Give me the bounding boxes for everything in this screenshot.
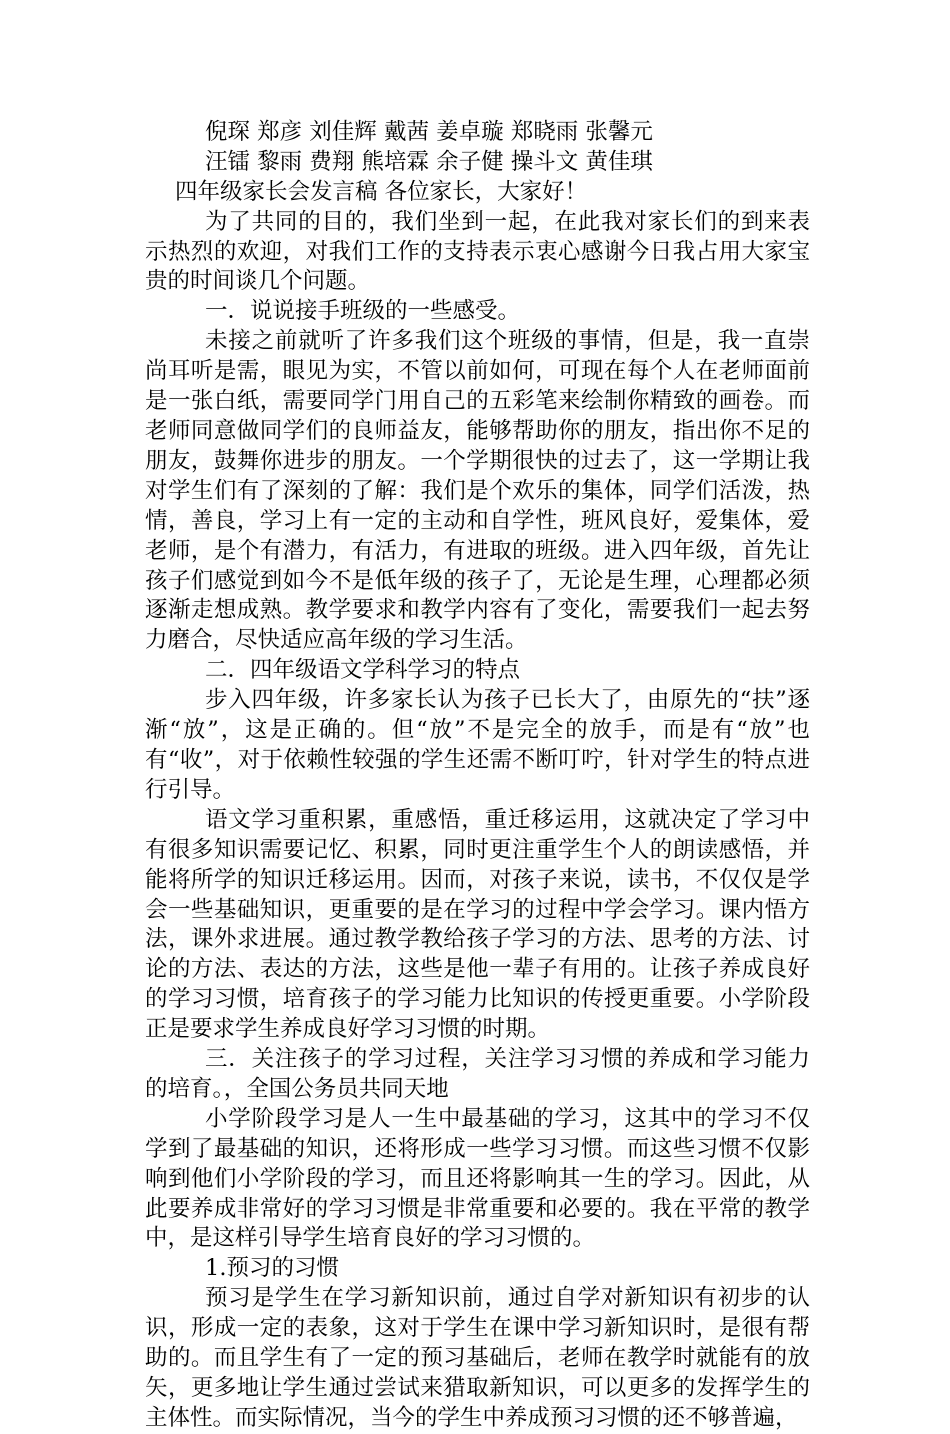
student-names-line-1: 倪琛 郑彦 刘佳辉 戴茜 姜卓璇 郑晓雨 张馨元 [205, 119, 653, 145]
document-title: 四年级家长会发言稿 各位家长，大家好！ [175, 178, 588, 205]
section-3-paragraph: 小学阶段学习是人一生中最基础的学习，这其中的学习不仅学到了最基础的知识，还将形成一些学习习惯。而这些习惯不仅影响到他们小学阶段的学习，而且还将影响其一生的学习。因此，从此要养成非常好的学习习惯是非常重要和必要的。我在平常的教学中，是这样引导学生培育良好的学习习惯的。 [145, 1105, 810, 1252]
section-heading-2: 二．四年级语文学科学习的特点 [205, 657, 521, 684]
section-2-paragraph-1: 步入四年级，许多家长认为孩子已长大了，由原先的“扶”逐渐“放”，这是正确的。但“放”不是完全的放手，而是有“放”也有“收”，对于依赖性较强的学生还需不断叮咛，针对学生的特点进行引导。 [145, 687, 810, 803]
subsection-1-paragraph: 预习是学生在学习新知识前，通过自学对新知识有初步的认识，形成一定的表象，这对于学生在课中学习新知识时，是很有帮助的。而且学生有了一定的预习基础后，老师在教学时就能有的放矢，更多地让学生通过尝试来猎取新知识，可以更多的发挥学生的主体性。而实际情况，当今的学生中养成预习习惯的还不够普遍， [145, 1285, 810, 1431]
section-heading-3: 三．关注孩子的学习过程，关注学习习惯的养成和学习能力的培育。，全国公务员共同天地 [145, 1046, 810, 1102]
student-names-line-2: 汪镭 黎雨 费翔 熊培霖 余子健 操斗文 黄佳琪 [205, 148, 653, 175]
intro-paragraph: 为了共同的目的，我们坐到一起，在此我对家长们的到来表示热烈的欢迎，对我们工作的支持表示衷心感谢今日我占用大家宝贵的时间谈几个问题。 [145, 208, 810, 295]
section-1-paragraph: 未接之前就听了许多我们这个班级的事情，但是，我一直崇尚耳听是需，眼见为实，不管以前如何，可现在每个人在老师面前是一张白纸，需要同学门用自己的五彩笔来绘制你精致的画卷。而老师同意做同学们的良师益友，能够帮助你的朋友，指出你不足的朋友，鼓舞你进步的朋友。一个学期很快的过去了，这一学期让我对学生们有了深刻的了解：我们是个欢乐的集体，同学们活泼，热情，善良，学习上有一定的主动和自学性，班风良好，爱集体，爱老师，是个有潜力，有活力，有进取的班级。进入四年级，首先让孩子们感觉到如今不是低年级的孩子了，无论是生理，心理都必须逐渐走想成熟。教学要求和教学内容有了变化，需要我们一起去努力磨合，尽快适应高年级的学习生活。 [145, 328, 810, 654]
subsection-heading-1: 1.预习的习惯 [205, 1255, 339, 1282]
document-body [145, 118, 810, 1434]
section-heading-1: 一．说说接手班级的一些感受。 [205, 298, 521, 325]
section-2-paragraph-2: 语文学习重积累，重感悟，重迁移运用，这就决定了学习中有很多知识需要记忆、积累，同时更注重学生个人的朗读感悟，并能将所学的知识迁移运用。因而，对孩子来说，读书，不仅仅是学会一些基础知识，更重要的是在学习的过程中学会学习。课内悟方法，课外求进展。通过教学教给孩子学习的方法、思考的方法、讨论的方法、表达的方法，这些是他一辈子有用的。让孩子养成良好的学习习惯，培育孩子的学习能力比知识的传授更重要。小学阶段正是要求学生养成良好学习习惯的时期。 [145, 806, 810, 1043]
